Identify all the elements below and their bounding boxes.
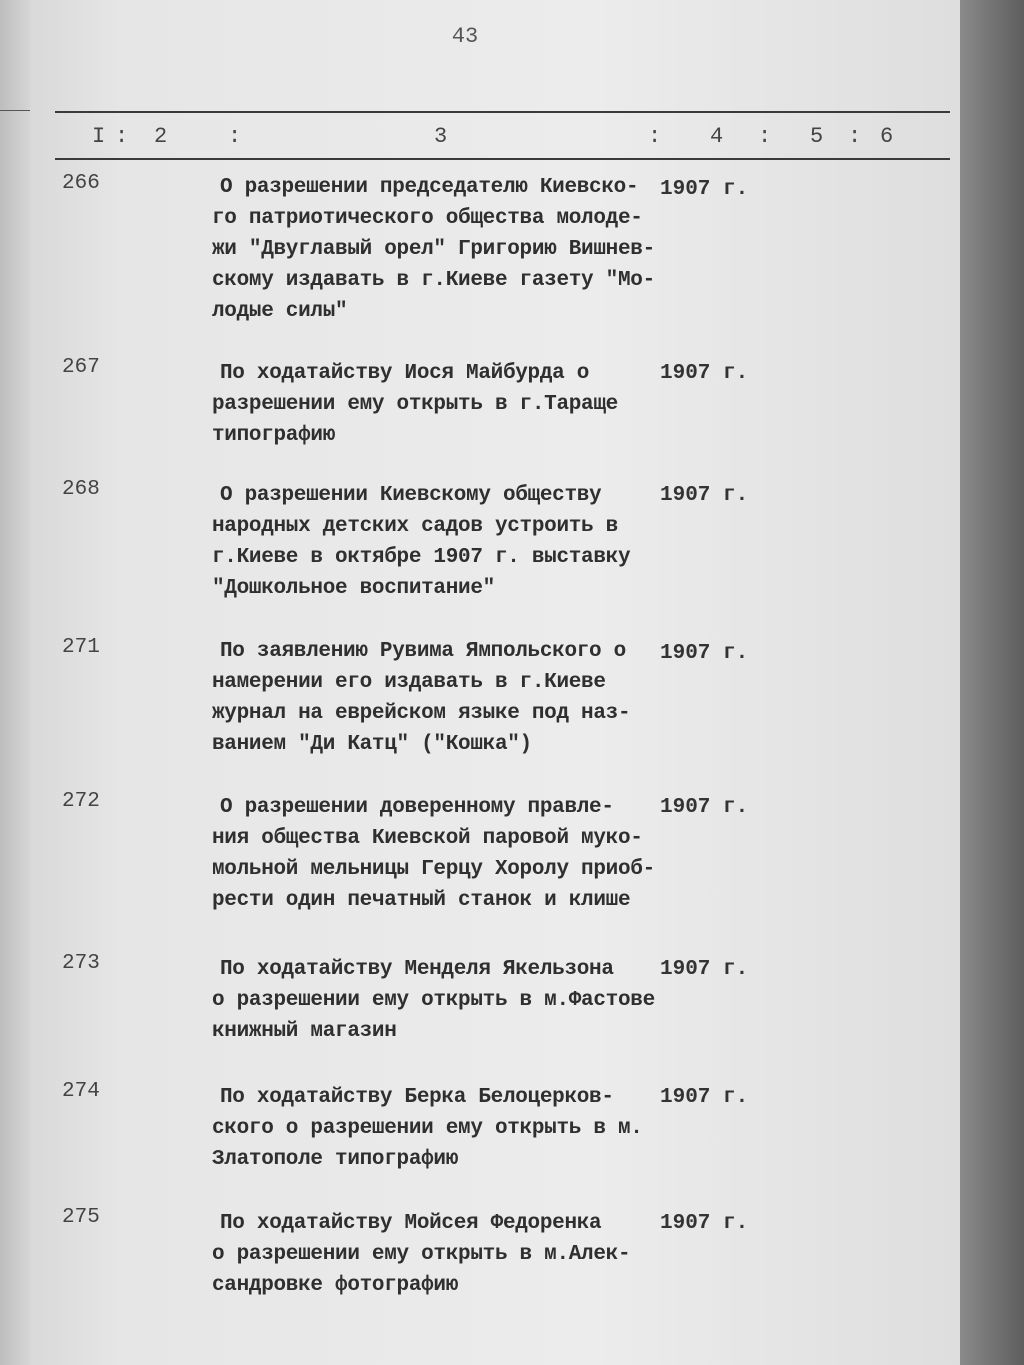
entry-description: [212, 1208, 672, 1301]
entry-line: журнал на еврейском языке под наз-: [212, 702, 631, 725]
entry-description: [212, 358, 672, 451]
entry-line: скому издавать в г.Киеве газету "Мо-: [212, 269, 655, 292]
column-separator: :: [848, 124, 862, 149]
entry-year: 1907 г.: [660, 484, 749, 507]
entry-line: По ходатайству Менделя Якельзона: [220, 958, 614, 981]
entry-line: "Дошкольное воспитание": [212, 577, 495, 600]
header-top-rule: [55, 111, 950, 113]
column-header-6: 6: [880, 124, 894, 149]
entry-line: разрешении ему открыть в г.Тараще: [212, 393, 618, 416]
entry-year: 1907 г.: [660, 1212, 749, 1235]
entry-line: го патриотического общества молоде-: [212, 207, 643, 230]
entry-number: 274: [62, 1080, 100, 1103]
entry-line: рести один печатный станок и клише: [212, 889, 631, 912]
entry-description: [212, 792, 672, 916]
entry-line: о разрешении ему открыть в м.Алек-: [212, 1243, 631, 1266]
entry-description: [212, 1082, 672, 1175]
entry-line: О разрешении Киевскому обществу: [220, 484, 602, 507]
entry-line: Златополе типографию: [212, 1148, 459, 1171]
entry-line: По ходатайству Иося Майбурда о: [220, 362, 590, 385]
document-page: [30, 0, 960, 1365]
entry-number: 273: [62, 952, 100, 975]
entry-line: О разрешении доверенному правле-: [220, 796, 614, 819]
column-separator: :: [648, 124, 662, 149]
column-separator: :: [115, 124, 129, 149]
entry-year: 1907 г.: [660, 1086, 749, 1109]
entry-line: жи "Двуглавый орел" Григорию Вишнев-: [212, 238, 655, 261]
column-header-4: 4: [710, 124, 724, 149]
entry-number: 272: [62, 790, 100, 813]
entry-line: народных детских садов устроить в: [212, 515, 618, 538]
entry-line: ского о разрешении ему открыть в м.: [212, 1117, 643, 1140]
binding-edge: [0, 110, 30, 111]
entry-year: 1907 г.: [660, 642, 749, 665]
entry-number: 268: [62, 478, 100, 501]
column-header-2: 2: [154, 124, 168, 149]
entry-line: По ходатайству Берка Белоцерков-: [220, 1086, 614, 1109]
entry-line: О разрешении председателю Киевско-: [220, 176, 639, 199]
entry-line: г.Киеве в октябре 1907 г. выставку: [212, 546, 631, 569]
entry-year: 1907 г.: [660, 362, 749, 385]
column-separator: :: [228, 124, 242, 149]
entry-number: 275: [62, 1206, 100, 1229]
page-number: 43: [451, 24, 479, 49]
entry-number: 266: [62, 172, 100, 195]
page-shadow: [960, 0, 1024, 1365]
entry-line: сандровке фотографию: [212, 1274, 459, 1297]
page-binding: [0, 0, 31, 1365]
column-header-1: I: [92, 124, 106, 149]
entry-line: о разрешении ему открыть в м.Фастове: [212, 989, 655, 1012]
entry-year: 1907 г.: [660, 796, 749, 819]
entry-year: 1907 г.: [660, 958, 749, 981]
column-header-5: 5: [810, 124, 824, 149]
header-bottom-rule: [55, 158, 950, 160]
entry-line: По заявлению Рувима Ямпольского о: [220, 640, 626, 663]
entry-line: книжный магазин: [212, 1020, 397, 1043]
entry-number: 271: [62, 636, 100, 659]
entry-line: типографию: [212, 424, 336, 447]
entry-description: [212, 636, 672, 760]
column-header-3: 3: [434, 124, 448, 149]
entry-number: 267: [62, 356, 100, 379]
entry-line: ния общества Киевской паровой муко-: [212, 827, 643, 850]
entry-line: лодые силы": [212, 300, 348, 323]
entry-year: 1907 г.: [660, 178, 749, 201]
entry-line: мольной мельницы Герцу Хоролу приоб-: [212, 858, 655, 881]
entry-description: [212, 480, 672, 604]
entry-description: [212, 954, 672, 1047]
entry-line: ванием "Ди Катц" ("Кошка"): [212, 733, 532, 756]
entry-description: [212, 172, 672, 327]
column-separator: :: [758, 124, 772, 149]
entry-line: намерении его издавать в г.Киеве: [212, 671, 606, 694]
entry-line: По ходатайству Мойсея Федоренка: [220, 1212, 602, 1235]
